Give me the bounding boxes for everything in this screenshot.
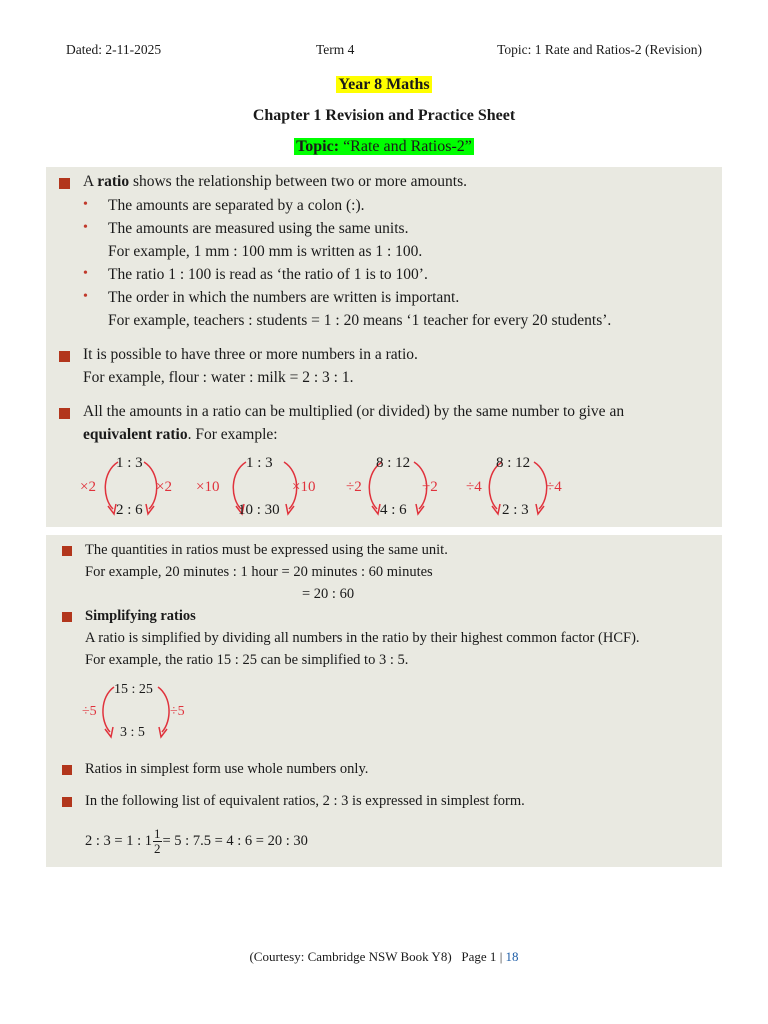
equivalent-ratio-diagram-1 — [80, 454, 180, 524]
chapter-title: Chapter 1 Revision and Practice Sheet — [252, 107, 516, 124]
ratio-definition: A ratio shows the relationship between two or more amounts. — [83, 173, 467, 190]
simplifying-heading: Simplifying ratios — [85, 608, 196, 624]
simplifying-panel — [46, 535, 722, 867]
topic-title — [0, 138, 768, 156]
bullet-square-icon — [59, 408, 70, 419]
same-unit-point: The quantities in ratios must be expressed using the same unit. — [85, 542, 448, 558]
diagram-left-operator: ×10 — [196, 479, 220, 495]
bullet-square-icon — [59, 351, 70, 362]
footer-separator: | — [499, 949, 503, 964]
three-numbers-point: It is possible to have three or more numbers in a ratio. — [83, 346, 418, 363]
topic-label: Topic: — [296, 138, 340, 155]
header-date: Dated: 2-11-2025 — [66, 42, 162, 57]
diagram-left-operator: ×2 — [80, 479, 96, 495]
diagram-bottom-ratio: 2 : 6 — [116, 502, 143, 518]
equivalent-ratio-diagram-2 — [196, 454, 326, 524]
diagram-bottom-ratio: 4 : 6 — [380, 502, 407, 518]
equivalent-ratio-point: All the amounts in a ratio can be multiplied (or divided) by the same number to give an — [83, 403, 625, 420]
bullet-square-icon — [62, 546, 72, 556]
equivalent-ratio-equation: 2 : 3 = 1 : 1 $\frac{1}{2}$ = 5 : 7.5 = 4 : 6 = 20 : 30 — [85, 826, 308, 856]
footer-page-number: Page 1 — [461, 949, 497, 964]
simplify-diagram — [82, 681, 202, 747]
diagram-bottom-ratio: 2 : 3 — [502, 502, 529, 518]
equivalent-list-point: In the following list of equivalent ratios, 2 : 3 is expressed in simplest form. — [85, 793, 525, 809]
bullet-dot-icon: • — [83, 197, 88, 212]
diagram-right-operator: ×2 — [156, 479, 172, 495]
header-term: Term 4 — [316, 42, 355, 57]
diagram-left-operator: ÷4 — [466, 479, 482, 495]
diagram-top-ratio: 1 : 3 — [246, 455, 273, 471]
sub-point-units-example: For example, 1 mm : 100 mm is written as 1 : 100. — [108, 243, 423, 260]
diagram-right-operator: ÷5 — [170, 704, 185, 719]
bullet-dot-icon: • — [83, 220, 88, 235]
same-unit-result: = 20 : 60 — [302, 586, 355, 602]
diagram-left-operator: ÷2 — [346, 479, 362, 495]
bullet-dot-icon: • — [83, 266, 88, 281]
three-numbers-example: For example, flour : water : milk = 2 : 3 : 1. — [83, 369, 354, 386]
header-topic: Topic: 1 Rate and Ratios-2 (Revision) — [497, 42, 702, 57]
diagram-right-operator: ÷4 — [546, 479, 562, 495]
sub-point-units: The amounts are measured using the same units. — [108, 220, 409, 237]
diagram-top-ratio: 8 : 12 — [496, 455, 531, 471]
diagram-left-operator: ÷5 — [82, 704, 97, 719]
diagram-right-operator: ÷2 — [422, 479, 438, 495]
sub-point-colon: The amounts are separated by a colon (:). — [108, 197, 365, 214]
whole-numbers-point: Ratios in simplest form use whole numbers only. — [85, 761, 369, 777]
simplifying-example: For example, the ratio 15 : 25 can be simplified to 3 : 5. — [85, 652, 409, 668]
page-footer — [0, 949, 768, 965]
diagram-top-ratio: 1 : 3 — [116, 455, 143, 471]
equivalent-ratio-diagram-3 — [346, 454, 456, 524]
diagram-top-ratio: 15 : 25 — [114, 682, 153, 697]
bullet-square-icon — [62, 765, 72, 775]
bullet-square-icon — [62, 612, 72, 622]
footer-total-pages: 18 — [505, 949, 519, 964]
topic-name: “Rate and Ratios-2” — [343, 138, 472, 155]
equivalent-ratio-point-cont: equivalent ratio. For example: — [83, 426, 278, 443]
page-header — [66, 42, 702, 62]
diagram-bottom-ratio: 3 : 5 — [120, 725, 145, 740]
year-title — [0, 76, 768, 94]
bullet-square-icon — [62, 797, 72, 807]
bullet-square-icon — [59, 178, 70, 189]
sub-point-order: The order in which the numbers are written is important. — [108, 289, 460, 306]
footer-courtesy: (Courtesy: Cambridge NSW Book Y8) — [249, 949, 452, 964]
diagram-right-operator: ×10 — [292, 479, 316, 495]
sub-point-order-example: For example, teachers : students = 1 : 20 means ‘1 teacher for every 20 students’. — [108, 312, 612, 329]
diagram-bottom-ratio: 10 : 30 — [238, 502, 280, 518]
year-title-text: Year 8 Maths — [338, 76, 430, 93]
equivalent-ratio-diagram-4 — [466, 454, 576, 524]
sub-point-reading: The ratio 1 : 100 is read as ‘the ratio of 1 is to 100’. — [108, 266, 428, 283]
same-unit-example: For example, 20 minutes : 1 hour = 20 minutes : 60 minutes — [85, 564, 433, 580]
one-half-fraction: $\frac{1}{2}$ — [154, 826, 161, 856]
bullet-dot-icon: • — [83, 289, 88, 304]
diagram-top-ratio: 8 : 12 — [376, 455, 411, 471]
ratio-definition-panel — [46, 167, 722, 527]
simplifying-definition: A ratio is simplified by dividing all numbers in the ratio by their highest common factor (HCF). — [85, 630, 640, 646]
